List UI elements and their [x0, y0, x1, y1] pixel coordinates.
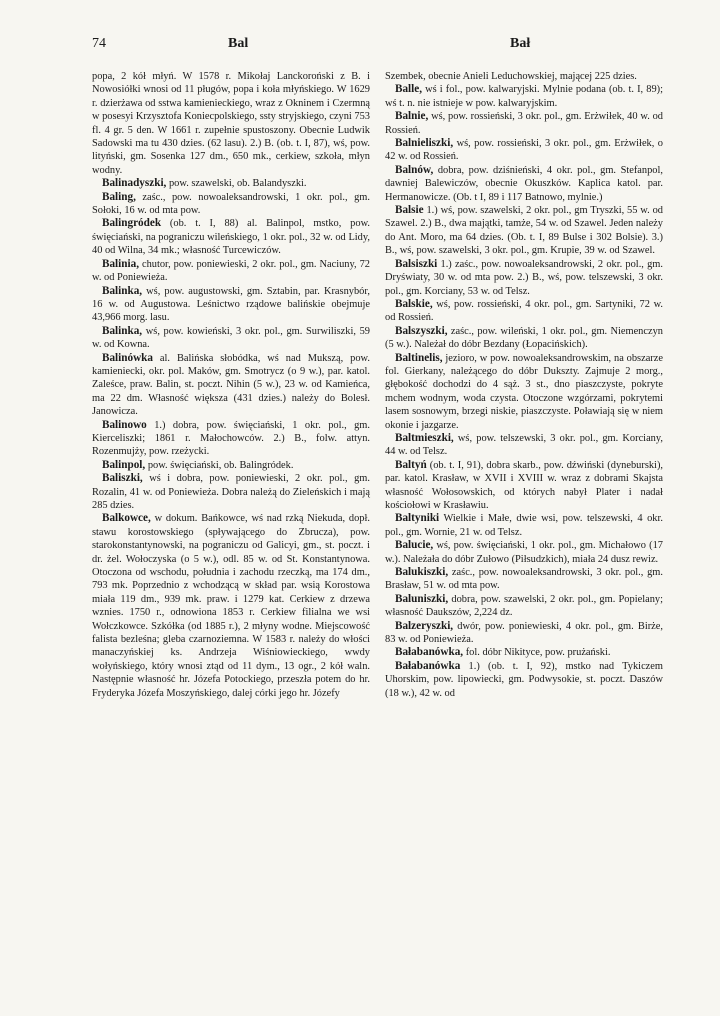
dictionary-entry	[92, 191, 370, 218]
entry-text: Wielkie i Małe, dwie wsi, pow. telszewski, 4 okr. pol., gm. Wornie, 21 w. od Telsz.	[385, 513, 663, 538]
entry-headword: Baltmieszki,	[395, 431, 454, 444]
entry-text: 1.) zaśc., pow. nowoaleksandrowski, 2 okr. pol., gm. Dryświaty, 30 w. od mta pow. 2.) B., wś, pow. telszewski, 3 okr. pol., gm. Korciany, 53 w. od Telsz.	[385, 258, 663, 297]
dictionary-entry	[92, 70, 370, 177]
dictionary-entry	[385, 325, 663, 352]
dictionary-entry	[385, 459, 663, 513]
entry-headword: Balnieliszki,	[395, 137, 454, 150]
entry-headword: Balinówka	[102, 351, 153, 364]
dictionary-entry	[92, 512, 370, 700]
entry-text: popa, 2 kół młyń. W 1578 r. Mikołaj Lanckoroński z B. i Nowosiółki wnosi od 11 pługów, popa i koła młyńskiego. W 1629 r. dzierżawa od sstwa kamienieckiego, wraz z Okninem i Czermną w posesyi Krzysztofa Koniecpolskiego, ssty stryjskiego, czyni 753 fl. 4 gr. 5 den. W 1661 r. zupełnie spustoszony. Obecnie Ludwik Sadowski ma tu 430 dzies. (62 lasu). 2.) B. (ob. t. I, 87), wś, pow. lityński, gm. Sosenka 127 dm., 650 mk., cerkiew, szkoła, młyn wodny.	[92, 71, 370, 176]
entry-text: dwór, pow. poniewieski, 4 okr. pol., gm. Birże, 83 w. od Poniewieża.	[385, 620, 663, 646]
entry-headword: Baliszki,	[102, 472, 143, 485]
dictionary-entry	[92, 285, 370, 325]
entry-headword: Balinadyszki,	[102, 177, 167, 190]
entry-text: zaśc., pow. wileński, 1 okr. pol., gm. Niemenczyn (5 w.). Należał do dóbr Bezdany (Łopacińskich).	[385, 325, 663, 351]
entry-headword: Balucie,	[395, 539, 434, 552]
entry-headword: Baluniszki,	[395, 592, 449, 605]
dictionary-entry	[92, 325, 370, 352]
entry-text: zaśc., pow. nowoaleksandrowski, 3 okr. pol., gm. Brasław, 51 w. od mta pow.	[385, 567, 663, 592]
entry-headword: Balkowce,	[102, 512, 151, 525]
entry-headword: Baltyniki	[395, 512, 440, 525]
entry-text: 1.) dobra, pow. święciański, 1 okr. pol., gm. Kierceliszki; 1861 r. Małochowców. 2.) B., folw. attyn. Rozenmujży, pow. rzeżycki.	[92, 419, 370, 458]
entry-headword: Bałabanówka	[395, 659, 461, 672]
entry-headword: Baling,	[102, 190, 136, 203]
entry-text: wś, pow. augustowski, gm. Sztabin, par. Krasnybór, 16 w. od Augustowa. Leśnictwo rządowe balińskie obejmuje 43,966 morg. lasu.	[92, 285, 370, 324]
entry-text: wś, pow. rossieński, 3 okr. pol., gm. Erżwiłek, o 42 w. od Rossień.	[385, 138, 663, 163]
entry-headword: Balinia,	[102, 257, 139, 270]
entry-text: w dokum. Bańkowce, wś nad rzką Niekuda, dopł. stawu korostowskiego (spływającego do Zbrucza), pow. starokonstantynowski, na pograniczu od Galicyi, gm., st. poczt. i dr. żel. Wołoczyska (o 5 w.), odl. 85 w. od St. Konstantynowa. Otoczona od wschodu, południa i zachodu rzeczką, ma 174 dm., 793 mk. Poprzednio z wchodzącą w skład par. wsią Korostowa miała 119 dm., 939 mk. praw. i 1279 kat. Cerkiew z drzewa wznies. 1750 r., odnowiona 1853 r. Cerkiew filialna we wsi Wołczkowce. Szkółka (od 1885 r.), 2 młyny wodne. Miejscowość falista bezleśna; gleba czarnoziemna. W 1583 r. należy do włości manaczyńskiej ks. Andrzeja Wiśniowieckiego, wwdy wołyńskiego, który wnosi ztąd od 11 dym., 13 ogr., 2 kół waln. Następnie własność hr. Józefa Potockiego, przeszła potem do hr. Fryderyka Józefa Moszyńskiego, dalej córki jego hr. Józefy	[92, 513, 370, 699]
entry-headword: Balinka,	[102, 284, 143, 297]
dictionary-entry	[92, 459, 370, 472]
entry-text: pow. święciański, ob. Balingródek.	[147, 459, 294, 471]
entry-text: al. Balińska słobódka, wś nad Mukszą, pow. kamieniecki, okr. pol. Maków, gm. Smotrycz (o 9 w.), par. katol. Zaleśce, praw. Balin, st. poczt. Nihin (5 w.), 23 w. od Kamieńca, ma 22 dm. Własność większa (431 dzies.) należy do Bolesł. Janowicza.	[92, 352, 370, 418]
dictionary-entry	[385, 566, 663, 593]
dictionary-entry	[385, 352, 663, 432]
entry-text: (ob. t. I, 88) al. Balinpol, mstko, pow. święciański, na pograniczu wileńskiego, 1 okr. pol., 32 w. od Lidy, 40 od Wilna, 34 mk.; własność Turcewiczów.	[92, 218, 370, 257]
dictionary-entry	[385, 620, 663, 647]
dictionary-entry	[92, 177, 370, 190]
entry-text: wś, pow. kowieński, 3 okr. pol., gm. Surwiliszki, 59 w. od Kowna.	[92, 325, 370, 351]
dictionary-entry	[385, 83, 663, 110]
dictionary-entry	[385, 258, 663, 298]
dictionary-entry	[385, 432, 663, 459]
dictionary-entry	[385, 298, 663, 325]
entry-headword: Balinowo	[102, 418, 147, 431]
entry-headword: Bałabanówka,	[395, 646, 464, 659]
dictionary-entry	[92, 352, 370, 419]
entry-text: jezioro, w pow. nowoaleksandrowskim, na obszarze fol. Gierkany, należącego do dóbr Duksztу. Zajmuje 2 morg., głębokość dochodzi do 4 sąż. 3 st., dno piaszczyste, pokryte mchem wodnym, woda czysta. Otoczone wzgórzami, pokrytemi lasem sosnowym, brzegi niskie, piaszczyste. Poławiają się w niem okonie i jazgarze.	[385, 352, 663, 431]
dictionary-entry	[385, 110, 663, 137]
entry-headword: Balnów,	[395, 163, 434, 176]
dictionary-entry	[385, 646, 663, 659]
entry-text: wś, pow. rossieński, 4 okr. pol., gm. Sartyniki, 72 w. od Rossień.	[385, 298, 663, 324]
page-header	[92, 36, 662, 56]
dictionary-entry	[92, 258, 370, 285]
entry-headword: Balzeryszki,	[395, 619, 454, 632]
entry-headword: Balnie,	[395, 110, 429, 123]
entry-headword: Baltinelis,	[395, 351, 443, 364]
dictionary-entry	[385, 593, 663, 620]
entry-headword: Balukiszki,	[395, 566, 449, 579]
entry-headword: Baltyń	[395, 458, 427, 471]
entry-text: wś i fol., pow. kalwaryjski. Mylnie podana (ob. t. I, 89); wś t. n. nie istnieje w pow. kalwaryjskim.	[385, 84, 663, 109]
entry-text: 1.) (ob. t. I, 92), mstko nad Tykiczem Uhorskim, pow. lipowiecki, gm. Podwysokie, st. poczt. Daszów (18 w.), 42 w. od	[385, 660, 663, 699]
entry-text: wś i dobra, pow. poniewieski, 2 okr. pol., gm. Rozalin, 41 w. od Poniewieża. Dobra należą do Zieleńskich i mają 285 dzies.	[92, 473, 370, 511]
entry-text: chutor, pow. poniewieski, 2 okr. pol., gm. Naciuny, 72 w. od Poniewieża.	[92, 258, 370, 284]
entry-headword: Balszyszki,	[395, 324, 448, 337]
entry-headword: Balinpol,	[102, 458, 146, 471]
entry-text: wś, pow. święciański, 1 okr. pol., gm. Michałowo (17 w.). Należała do dóbr Zułowo (Piłsudzkich), miała 24 dusz rewiz.	[385, 540, 663, 565]
running-head-right: Bał	[510, 36, 531, 51]
entry-text: 1.) wś, pow. szawelski, 2 okr. pol., gm Tryszki, 55 w. od Szawel. 2.) B., dwa majątki, tamże, 54 w. od Szawel. Jeden należy do Ant. Moro, ma 64 dzies. (Ob. t. I, 89 Bulse i 302 Bolsie). 3.) B., wś, pow. szawelski, 3 okr. pol., gm. Krupie, 39 w. od Szawel.	[385, 205, 663, 257]
dictionary-entry	[92, 419, 370, 459]
text-column-right	[385, 70, 663, 700]
dictionary-entry	[385, 660, 663, 700]
entry-headword: Balle,	[395, 83, 423, 96]
dictionary-entry	[385, 512, 663, 539]
entry-headword: Balinka,	[102, 324, 143, 337]
entry-headword: Balingródek	[102, 217, 162, 230]
entry-text: (ob. t. I, 91), dobra skarb., pow. dźwiński (dyneburski), par. katol. Krasław, w XVII i XVIII w. wraz z dobrami Skajsta własność Wołosowskich, od których nabył Plater i nadał kościołowi w Krasławiu.	[385, 459, 664, 511]
page-number: 74	[92, 36, 106, 51]
entry-headword: Balsiszki	[395, 257, 438, 270]
text-column-left	[92, 70, 370, 700]
dictionary-entry	[92, 472, 370, 512]
entry-text: pow. szawelski, ob. Balandyszki.	[168, 178, 307, 190]
entry-text: zaśc., pow. nowoaleksandrowski, 1 okr. pol., gm. Sołoki, 16 w. od mta pow.	[92, 191, 370, 217]
entry-headword: Balskie,	[395, 297, 433, 310]
entry-text: wś, pow. telszewski, 3 okr. pol., gm. Korciany, 44 w. od Telsz.	[385, 432, 663, 458]
dictionary-entry	[385, 70, 663, 83]
dictionary-entry	[92, 217, 370, 257]
entry-text: fol. dóbr Nikityce, pow. prużański.	[465, 647, 611, 659]
dictionary-entry	[385, 539, 663, 566]
entry-headword: Balsie	[395, 204, 424, 217]
dictionary-entry	[385, 164, 663, 204]
dictionary-entry	[385, 137, 663, 164]
entry-text: dobra, pow. dziśnieński, 4 okr. pol., gm. Stefanpol, dawniej Balewiczów, obecnie Okuszków. Kaplica katol. par. Hermanowicze. (Ob. t I, 89 i 117 Batnowo, mylnie.)	[385, 164, 663, 203]
dictionary-entry	[385, 204, 663, 258]
entry-text: dobra, pow. szawelski, 2 okr. pol., gm. Popielany; własność Daukszów, 2,224 dz.	[385, 593, 663, 619]
entry-text: wś, pow. rossieński, 3 okr. pol., gm. Erżwiłek, 40 w. od Rossień.	[385, 111, 663, 136]
running-head-left: Bal	[228, 36, 249, 51]
entry-text: Szembek, obecnie Anieli Leduchowskiej, mającej 225 dzies.	[385, 71, 637, 82]
